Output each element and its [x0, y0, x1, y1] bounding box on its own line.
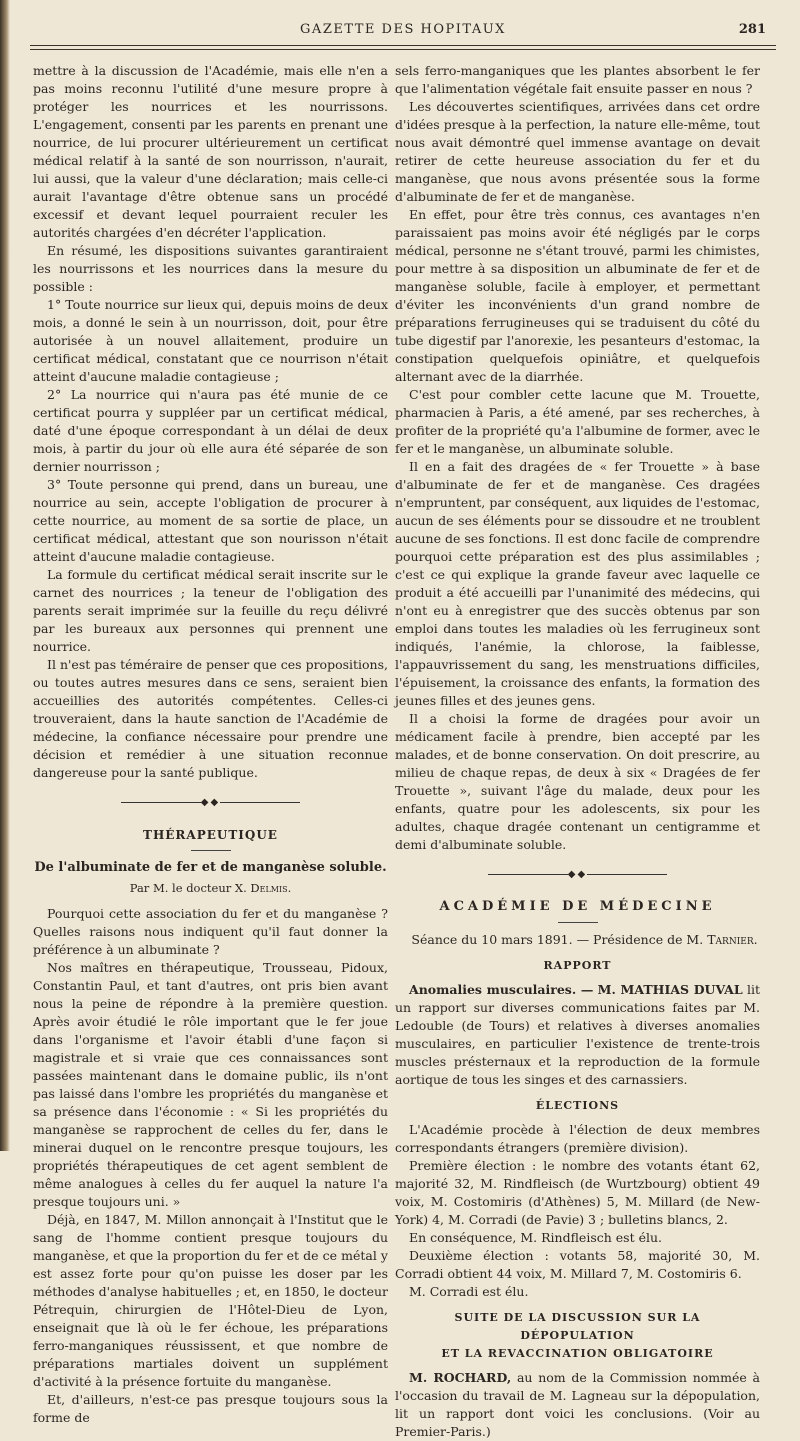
right-column	[395, 62, 760, 1441]
header-rule-thick	[30, 45, 776, 46]
paragraph: Les découvertes scientifiques, arrivées dans cet ordre d'idées presque à la perfection, la nature elle-même, tout nous avait démontré quel immense avantage on devait retirer de cette heureuse association du fer et du manganèse, que nous avons présentée sous la forme d'albuminate de fer et de manganèse.	[395, 99, 760, 204]
paragraph: Nos maîtres en thérapeutique, Trousseau, Pidoux, Constantin Paul, et tant d'autres, ont pris bien avant nous la peine de répondre à la première question. Après avoir étudié le rôle important que le fer joue dans l'organisme et l'avoir établi d'une façon si magistrale et si vraie que ces connaissances sont passées maintenant dans le domaine public, ils n'ont pas laissé dans l'ombre les propriétés du manganèse et sa présence dans l'économie : « Si les propriétés du manganèse se rapprochent de celles du fer, dans le minerai duquel on le rencontre presque toujours, les propriétés thérapeutiques de cet agent semblent de même analogues à celles du fer auquel la nature l'a presque toujours uni. »	[33, 960, 388, 1209]
paragraph-rapport	[395, 981, 760, 1089]
paragraph-discussion	[395, 1369, 760, 1441]
paragraph: M. Corradi est élu.	[409, 1284, 529, 1299]
paragraph: Il a choisi la forme de dragées pour avoir un médicament facile à prendre, bien accepté par les malades, et de bonne conservation. On doit prescrire, au milieu de chaque repas, de deux à six « Dragées de fer Trouette », suivant l'âge du malade, deux pour les enfants, quatre pour les adolescents, six pour les adultes, chaque dragée contenant un centigramme et demi d'albuminate soluble.	[395, 711, 760, 852]
paragraph: Pourquoi cette association du fer et du manganèse ? Quelles raisons nous indiquent qu'il faut donner la préférence à un albuminate ?	[33, 906, 388, 957]
paragraph: Première élection : le nombre des votants étant 62, majorité 32, M. Rindfleisch (de Wurtzbourg) obtient 49 voix, M. Costomiris (d'Athènes) 5, M. Millard (de New-York) 4, M. Corradi (de Pavie) 3 ; bulletins blancs, 2.	[395, 1158, 760, 1227]
byline-prefix: Par M. le docteur	[129, 881, 232, 895]
page-header	[30, 22, 776, 44]
subheading-rapport: RAPPORT	[543, 959, 612, 972]
ornament-divider: ◆◆	[33, 794, 388, 812]
paragraph: Deuxième élection : votants 58, majorité 30, M. Corradi obtient 44 voix, M. Millard 7, M. Costomiris 6.	[395, 1248, 760, 1281]
journal-title: GAZETTE DES HOPITAUX	[300, 22, 506, 37]
rapport-lead: Anomalies musculaires. —	[409, 982, 594, 997]
session-line	[395, 931, 760, 949]
paragraph: 3° Toute personne qui prend, dans un bureau, une nourrice au sein, accepte l'obligation de procurer à cette nourrice, au moment de sa sortie de place, un certificat médical, attestant que son nourisson n'était atteint d'aucune maladie contagieuse.	[33, 477, 388, 564]
section-heading-academie: ACADÉMIE DE MÉDECINE	[439, 899, 716, 914]
paragraph: 2° La nourrice qui n'aura pas été munie de ce certificat pourra y suppléer par un certificat médical, daté d'une époque correspondant à un délai de deux mois, à partir du jour où elle aura été séparée de son dernier nourrisson ;	[33, 387, 388, 474]
short-rule	[558, 922, 598, 923]
paragraph: En effet, pour être très connus, ces avantages n'en paraissaient pas moins avoir été négligés par le corps médical, personne ne s'étant trouvé, parmi les chimistes, pour mettre à sa disposition un albuminate de fer et de manganèse soluble, facile à employer, et permettant d'éviter les inconvénients d'un grand nombre de préparations ferrugineuses qui se traduisent du côté du tube digestif par l'anorexie, les pesanteurs d'estomac, la constipation quelquefois opiniâtre, et quelquefois alternant avec de la diarrhée.	[395, 207, 760, 384]
paragraph: L'Académie procède à l'élection de deux membres correspondants étrangers (première division).	[395, 1122, 760, 1155]
session-text: Séance du 10 mars 1891. — Présidence de M.	[411, 932, 704, 947]
discussion-speaker: M. ROCHARD,	[409, 1370, 512, 1385]
paragraph: C'est pour combler cette lacune que M. Trouette, pharmacien à Paris, a été amené, par ses recherches, à profiter de la propriété qu'a l'albumine de former, avec le fer et le manganèse, un albuminate soluble.	[395, 387, 760, 456]
discussion-text: au nom de la Commission nommée à l'occasion du travail de M. Lagneau sur la dépopulation, lit un rapport dont voici les conclusions. (Voir au Premier-Paris.)	[395, 1370, 760, 1439]
paragraph: Déjà, en 1847, M. Millon annonçait à l'Institut que le sang de l'homme contient presque toujours du manganèse, et que la proportion du fer et de ce métal y est assez forte pour qu'on puisse les doser par les méthodes d'analyse habituelles ; et, en 1850, le docteur Pétrequin, chirurgien de l'Hôtel-Dieu de Lyon, enseignait que là où le fer échoue, les préparations ferro-manganiques réussissent, et que nombre de préparations martiales doivent un supplément d'activité à la présence fortuite du manganèse.	[33, 1212, 388, 1389]
ornament-divider: ◆◆	[395, 866, 760, 884]
paragraph: En résumé, les dispositions suivantes garantiraient les nourrissons et les nourrices dans la mesure du possible :	[33, 243, 388, 294]
header-rule-thin	[30, 49, 776, 50]
subheading-elections: ÉLECTIONS	[535, 1099, 620, 1112]
session-president: Tarnier.	[707, 932, 758, 947]
rapport-speaker: M. MATHIAS DUVAL	[597, 982, 743, 997]
byline	[33, 879, 388, 897]
paragraph: Il n'est pas téméraire de penser que ces propositions, ou toutes autres mesures dans ce sens, seraient bien accueillies des autorités compétentes. Celles-ci trouveraient, dans la haute sanction de l'Académie de médecine, la confiance nécessaire pour prendre une décision et remédier à une situation reconnue dangereuse pour la santé publique.	[33, 657, 388, 780]
short-rule	[191, 850, 231, 851]
article-title: De l'albuminate de fer et de manganèse soluble.	[34, 860, 387, 875]
byline-author: X. Delmis.	[234, 881, 292, 895]
paragraph: En conséquence, M. Rindfleisch est élu.	[409, 1230, 662, 1245]
left-column	[33, 62, 388, 1427]
page-binding-edge	[0, 0, 10, 1151]
subheading-discussion-line1: SUITE DE LA DISCUSSION SUR LA DÉPOPULATION	[454, 1311, 701, 1342]
paragraph: sels ferro-manganiques que les plantes absorbent le fer que l'alimentation végétale fait ensuite passer en nous ?	[395, 63, 760, 96]
paragraph: La formule du certificat médical serait inscrite sur le carnet des nourrices ; la teneur de l'obligation des parents serait imprimée sur la feuille du reçu délivré par les bureaux aux personnes qui prennent une nourrice.	[33, 567, 388, 654]
page-number: 281	[738, 22, 766, 37]
paragraph: Il en a fait des dragées de « fer Trouette » à base d'albuminate de fer et de manganèse. Ces dragées n'empruntent, par conséquent, aux liquides de l'estomac, aucun de ses éléments pour se dissoudre et ne troublent aucune de ses fonctions. Il est donc facile de comprendre pourquoi cette préparation est des plus assimilables ; c'est ce qui explique la grande faveur avec laquelle ce produit a été accueilli par l'unanimité des médecins, qui n'ont eu à enregistrer que des succès obtenus par son emploi dans toutes les maladies où les ferrugineux sont indiqués, l'anémie, la chlorose, la faiblesse, l'appauvrissement du sang, les menstruations difficiles, l'épuisement, la croissance des enfants, la formation des jeunes filles et des jeunes gens.	[395, 459, 760, 708]
rapport-text: lit un rapport sur diverses communications faites par M. Ledouble (de Tours) et relatives à diverses anomalies musculaires, en particulier l'existence de trente-trois muscles présternaux et la reproduction de la formule aortique de tous les singes et des carnassiers.	[395, 982, 760, 1087]
paragraph: Et, d'ailleurs, n'est-ce pas presque toujours sous la forme de	[33, 1392, 388, 1425]
paragraph: mettre à la discussion de l'Académie, mais elle n'en a pas moins reconnu l'utilité d'une mesure propre à protéger les nourrices et les nourrissons. L'engagement, consenti par les parents en prenant une nourrice, de lui procurer ultérieurement un certificat médical relatif à la santé de son nourrisson, n'aurait, lui aussi, que la valeur d'une déclaration; mais celle-ci aurait l'avantage d'être obtenue sans un procédé excessif et devant lequel pourraient reculer les autorités chargées d'en décréter l'application.	[33, 63, 388, 240]
section-heading-therapeutique: THÉRAPEUTIQUE	[143, 828, 278, 842]
subheading-discussion-line2: ET LA REVACCINATION OBLIGATOIRE	[441, 1347, 714, 1360]
paragraph: 1° Toute nourrice sur lieux qui, depuis moins de deux mois, a donné le sein à un nourrisson, doit, pour être autorisée à un nouvel allaitement, produire un certificat médical, constatant que ce nourrison n'était atteint d'aucune maladie contagieuse ;	[33, 297, 388, 384]
